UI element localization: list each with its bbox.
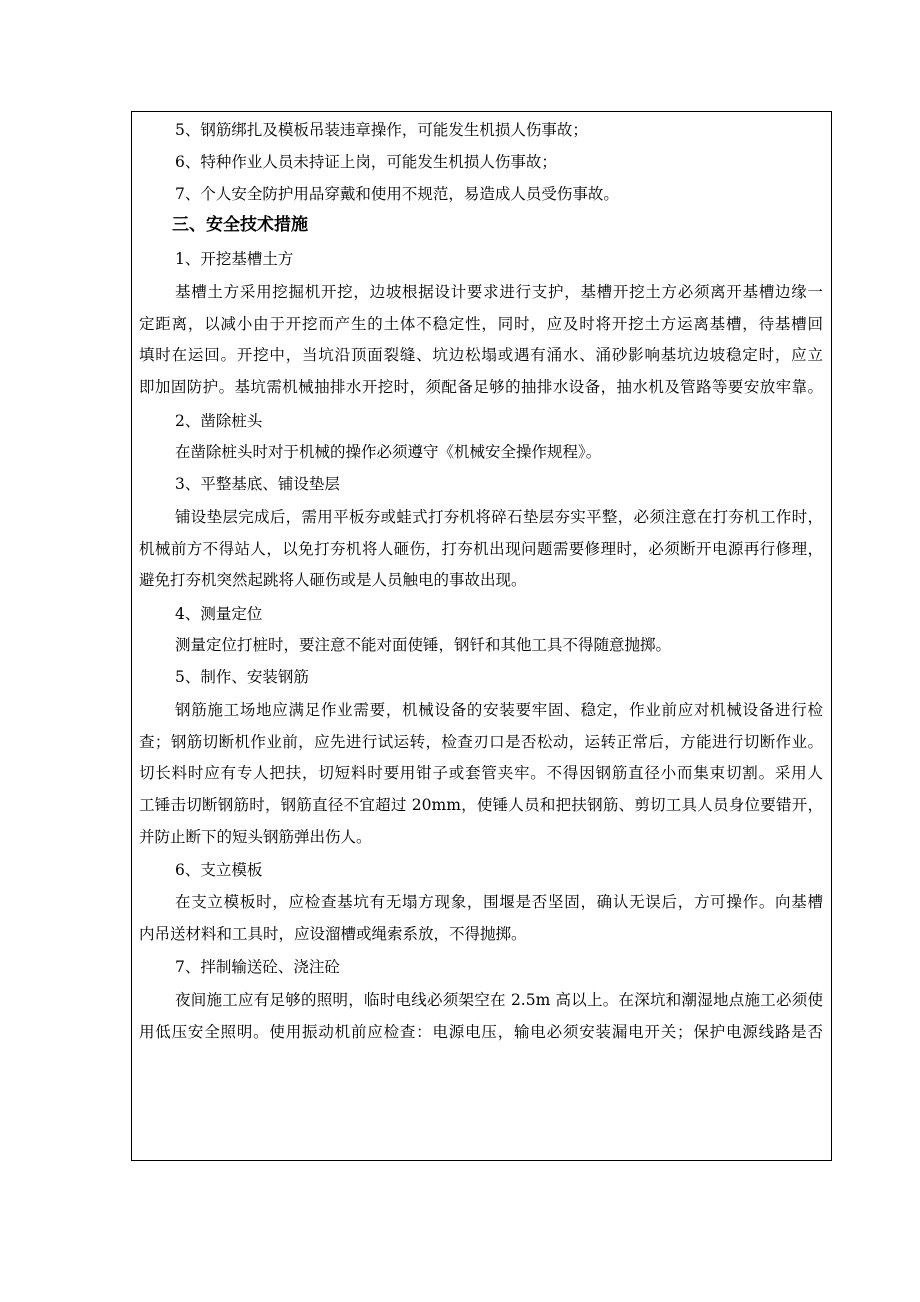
text-line: 并防止断下的短头钢筋弹出伤人。 xyxy=(139,828,372,846)
text-line: 7、拌制输送砼、浇注砼 xyxy=(175,958,340,976)
text-line: 2、凿除桩头 xyxy=(175,412,263,430)
text-line: 3、平整基底、铺设垫层 xyxy=(175,475,340,493)
text-line: 铺设垫层完成后，需用平板夯或蛙式打夯机将碎石垫层夯实平整，必须注意在打夯机工作时， xyxy=(175,508,823,526)
text-line: 在支立模板时，应检查基坑有无塌方现象，围堰是否坚固，确认无误后，方可操作。向基槽 xyxy=(175,893,823,911)
text-line: 6、支立模板 xyxy=(175,861,263,879)
text-line: 查；钢筋切断机作业前，应先进行试运转，检查刃口是否松动，运转正常后，方能进行切断作业。 xyxy=(139,733,823,751)
text-line: 1、开挖基槽土方 xyxy=(175,250,294,268)
text-line: 填时在运回。开挖中，当坑沿顶面裂缝、坑边松塌或遇有涌水、涌砂影响基坑边坡稳定时，应立 xyxy=(139,346,823,364)
text-line: 基槽土方采用挖掘机开挖，边坡根据设计要求进行支护，基槽开挖土方必须离开基槽边缘一 xyxy=(175,283,823,301)
text-line: 机械前方不得站人，以免打夯机将人砸伤，打夯机出现问题需要修理时，必须断开电源再行修理， xyxy=(139,540,823,558)
section-heading: 三、安全技术措施 xyxy=(172,215,308,235)
text-line: 用低压安全照明。使用振动机前应检查：电源电压，输电必须安装漏电开关；保护电源线路是否 xyxy=(139,1023,823,1041)
text-line: 即加固防护。基坑需机械抽排水开挖时，须配备足够的抽排水设备，抽水机及管路等要安放牢靠。 xyxy=(139,378,823,396)
document-frame xyxy=(131,111,832,1161)
text-line: 7、个人安全防护用品穿戴和使用不规范，易造成人员受伤事故。 xyxy=(175,185,619,203)
text-line: 切长料时应有专人把扶，切短料时要用钳子或套管夹牢。不得因钢筋直径小而集束切割。采用人 xyxy=(139,764,823,782)
text-line: 5、钢筋绑扎及模板吊装违章操作，可能发生机损人伤事故； xyxy=(175,121,588,139)
text-line: 在凿除桩头时对于机械的操作必须遵守《机械安全操作规程》。 xyxy=(175,443,602,461)
text-line: 夜间施工应有足够的照明，临时电线必须架空在 2.5m 高以上。在深坑和潮湿地点施工必须使 xyxy=(175,991,823,1009)
text-line: 测量定位打桩时，要注意不能对面使锤，钢钎和其他工具不得随意抛掷。 xyxy=(175,636,672,654)
text-line: 定距离，以减小由于开挖而产生的土体不稳定性，同时，应及时将开挖土方运离基槽，待基槽回 xyxy=(139,315,823,333)
text-line: 钢筋施工场地应满足作业需要，机械设备的安装要牢固、稳定，作业前应对机械设备进行检 xyxy=(175,701,823,719)
text-line: 避免打夯机突然起跳将人砸伤或是人员触电的事故出现。 xyxy=(139,571,527,589)
text-line: 工锤击切断钢筋时，钢筋直径不宜超过 20mm，使锤人员和把扶钢筋、剪切工具人员身位要错开， xyxy=(139,796,823,814)
text-line: 5、制作、安装钢筋 xyxy=(175,668,309,686)
text-line: 6、特种作业人员未持证上岗，可能发生机损人伤事故； xyxy=(175,153,557,171)
text-line: 内吊送材料和工具时，应设溜槽或绳索系放，不得抛掷。 xyxy=(139,925,527,943)
text-line: 4、测量定位 xyxy=(175,605,263,623)
